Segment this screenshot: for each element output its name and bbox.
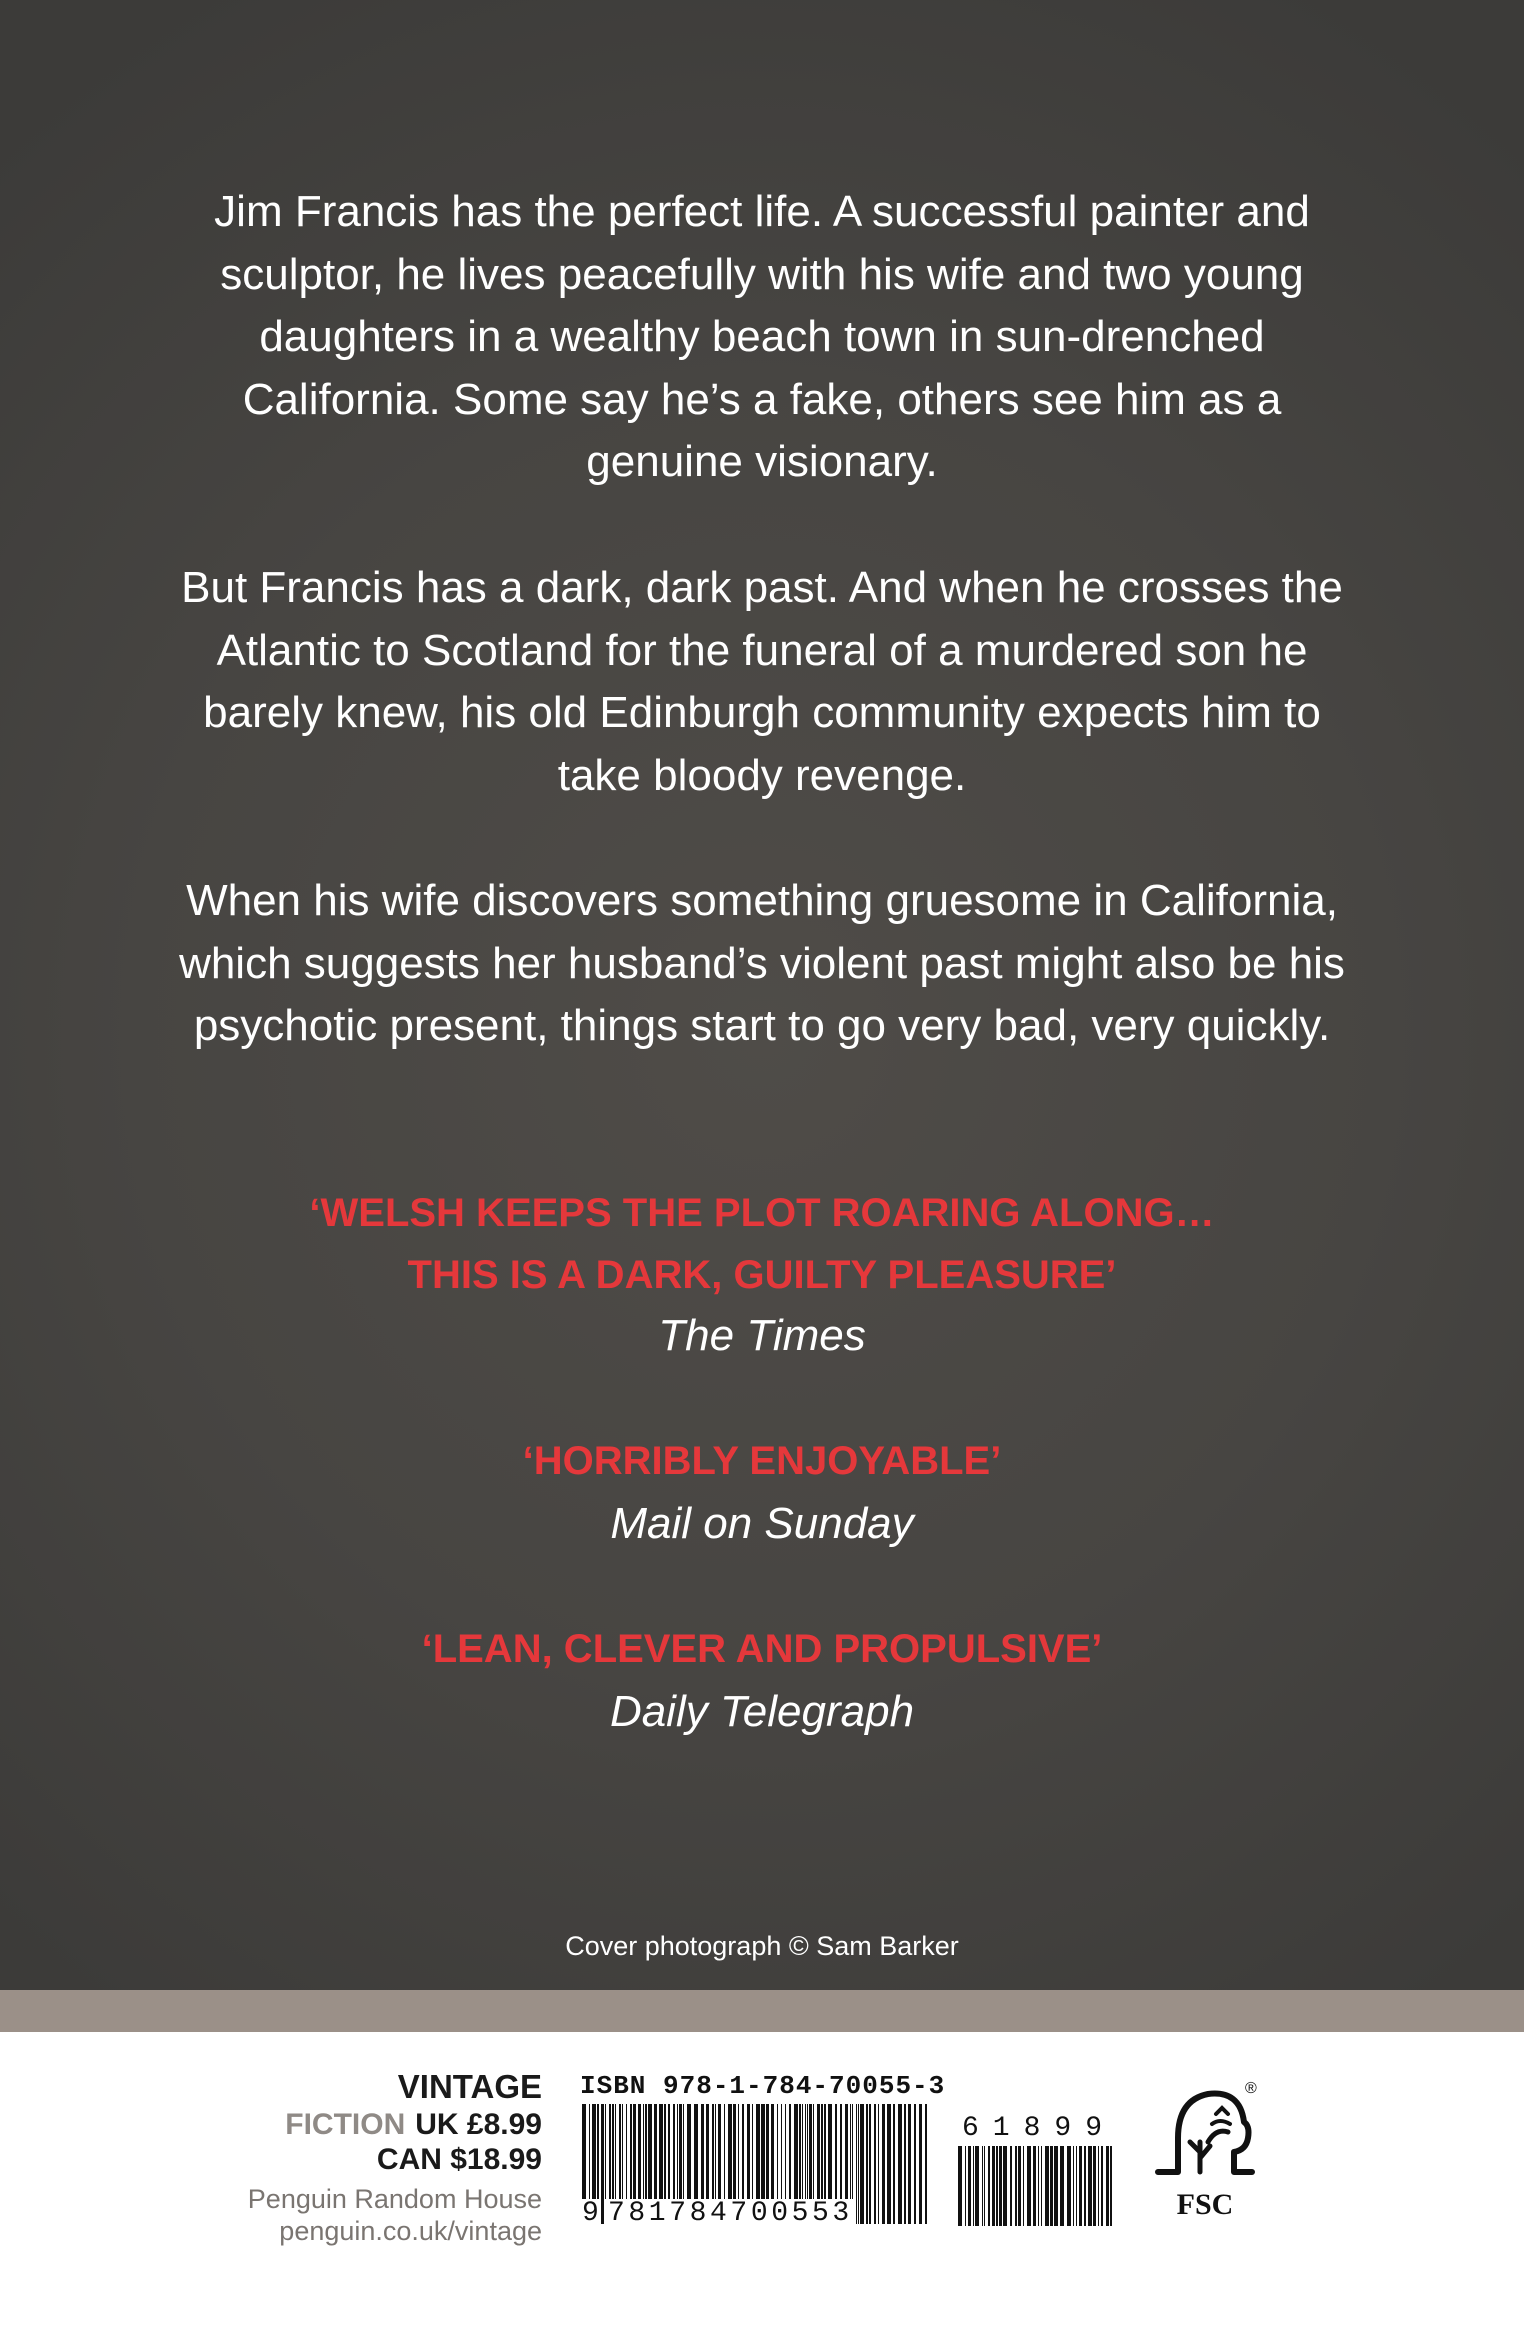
review-quote-text xyxy=(162,1182,1362,1306)
quote-line-1: ‘WELSH KEEPS THE PLOT ROARING ALONG… xyxy=(309,1191,1215,1235)
barcode-bar xyxy=(996,2146,998,2226)
barcode-bar xyxy=(1054,2146,1058,2226)
barcode-bar xyxy=(893,2104,895,2224)
category-label: FICTION xyxy=(285,2108,406,2141)
barcode-bar xyxy=(1003,2146,1007,2226)
barcode-addon-digits: 61899 xyxy=(962,2113,1117,2144)
barcode-bar xyxy=(1027,2146,1031,2226)
blurb-paragraph-2: But Francis has a dark, dark past. And when he crosses the Atlantic to Scotland for the funeral of a murdered son he barely knew, his old Edinburgh community expects him to take bloody revenge. xyxy=(181,563,1343,800)
price-uk: UK £8.99 xyxy=(415,2108,542,2141)
review-source: Daily Telegraph xyxy=(609,1687,915,1736)
barcode-bar xyxy=(1098,2146,1099,2226)
barcode-bar xyxy=(860,2104,864,2224)
barcode-bar xyxy=(866,2104,868,2224)
barcode-bar xyxy=(914,2104,916,2224)
barcode-bar xyxy=(908,2104,911,2224)
barcode-bar xyxy=(869,2104,871,2224)
addon-barcode-icon xyxy=(956,2146,1116,2226)
barcode-bar xyxy=(965,2146,966,2226)
barcode-bar xyxy=(975,2146,979,2226)
barcode-bar xyxy=(898,2104,902,2224)
barcode-bar xyxy=(1088,2146,1092,2226)
category-price-line xyxy=(285,2108,542,2142)
review-quote-text: ‘HORRIBLY ENJOYABLE’ xyxy=(522,1439,1002,1483)
barcode-bar xyxy=(1033,2146,1036,2226)
photo-credit: Cover photograph © Sam Barker xyxy=(565,1931,959,1961)
barcode-bar xyxy=(1041,2146,1042,2226)
barcode-bar xyxy=(878,2104,879,2224)
barcode-bar xyxy=(1093,2146,1096,2226)
barcode-bar xyxy=(1038,2146,1039,2226)
barcode-bar xyxy=(1018,2146,1021,2226)
blurb-paragraph-3: When his wife discovers something gruesome in California, which suggests her husband’s violent past might also be his psychotic present, things start to go very bad, very quickly. xyxy=(179,876,1345,1050)
barcode-bar xyxy=(982,2146,983,2226)
barcode-bar xyxy=(919,2104,922,2224)
barcode-bar xyxy=(858,2104,859,2224)
barcode-bar xyxy=(1084,2146,1086,2226)
barcode-bar xyxy=(1023,2146,1024,2226)
barcode-bar xyxy=(958,2146,962,2226)
barcode-bar xyxy=(904,2104,906,2224)
barcode-bar xyxy=(882,2104,885,2224)
barcode-bar xyxy=(992,2146,995,2226)
imprint-name: VINTAGE xyxy=(397,2068,542,2105)
review-source: Mail on Sunday xyxy=(610,1499,914,1548)
fsc-label: FSC xyxy=(1176,2188,1234,2221)
barcode-bar xyxy=(874,2104,876,2224)
barcode-bar xyxy=(973,2146,974,2226)
barcode-bar xyxy=(1101,2146,1103,2226)
barcode-bar xyxy=(1079,2146,1082,2226)
review-quote-text: ‘LEAN, CLEVER AND PROPULSIVE’ xyxy=(421,1627,1103,1671)
barcode-bar xyxy=(1067,2146,1071,2226)
barcode-bar xyxy=(601,2104,604,2224)
barcode-bar xyxy=(988,2146,990,2226)
barcode-bar xyxy=(1010,2146,1012,2226)
barcode-bar xyxy=(856,2104,857,2224)
quote-line-2: THIS IS A DARK, GUILTY PLEASURE’ xyxy=(407,1253,1117,1297)
barcode-bar xyxy=(925,2104,927,2224)
barcode-bar xyxy=(1073,2146,1074,2226)
publisher-house: Penguin Random House xyxy=(247,2184,542,2214)
registered-mark: ® xyxy=(1245,2080,1257,2097)
barcode-bar xyxy=(999,2146,1002,2226)
barcode-bar xyxy=(1060,2146,1064,2226)
barcode-bar xyxy=(1015,2146,1017,2226)
barcode-bar xyxy=(1045,2146,1049,2226)
fsc-tree-icon xyxy=(1150,2080,1260,2198)
isbn-label: ISBN 978-1-784-70055-3 xyxy=(580,2071,946,2101)
review-source: The Times xyxy=(658,1311,866,1360)
publisher-url: penguin.co.uk/vintage xyxy=(279,2216,542,2246)
barcode-lead-digit: 9 xyxy=(582,2198,599,2229)
barcode-bar xyxy=(968,2146,971,2226)
blurb-paragraph-1: Jim Francis has the perfect life. A successful painter and sculptor, he lives peacefully with his wife and two young daughters in a wealthy beach town in sun-drenched California. Some say he’s a fake, others see him as a genuine visionary. xyxy=(214,187,1310,486)
price-can: CAN $18.99 xyxy=(376,2143,542,2176)
barcode-bar xyxy=(887,2104,891,2224)
barcode-bar xyxy=(1076,2146,1077,2226)
barcode-bar xyxy=(984,2146,985,2226)
barcode-bar xyxy=(1110,2146,1112,2226)
barcode-bar xyxy=(1050,2146,1053,2226)
barcode-digits: 781784700553 xyxy=(605,2199,856,2229)
barcode-bar xyxy=(1106,2146,1109,2226)
divider-band xyxy=(0,1990,1524,2032)
